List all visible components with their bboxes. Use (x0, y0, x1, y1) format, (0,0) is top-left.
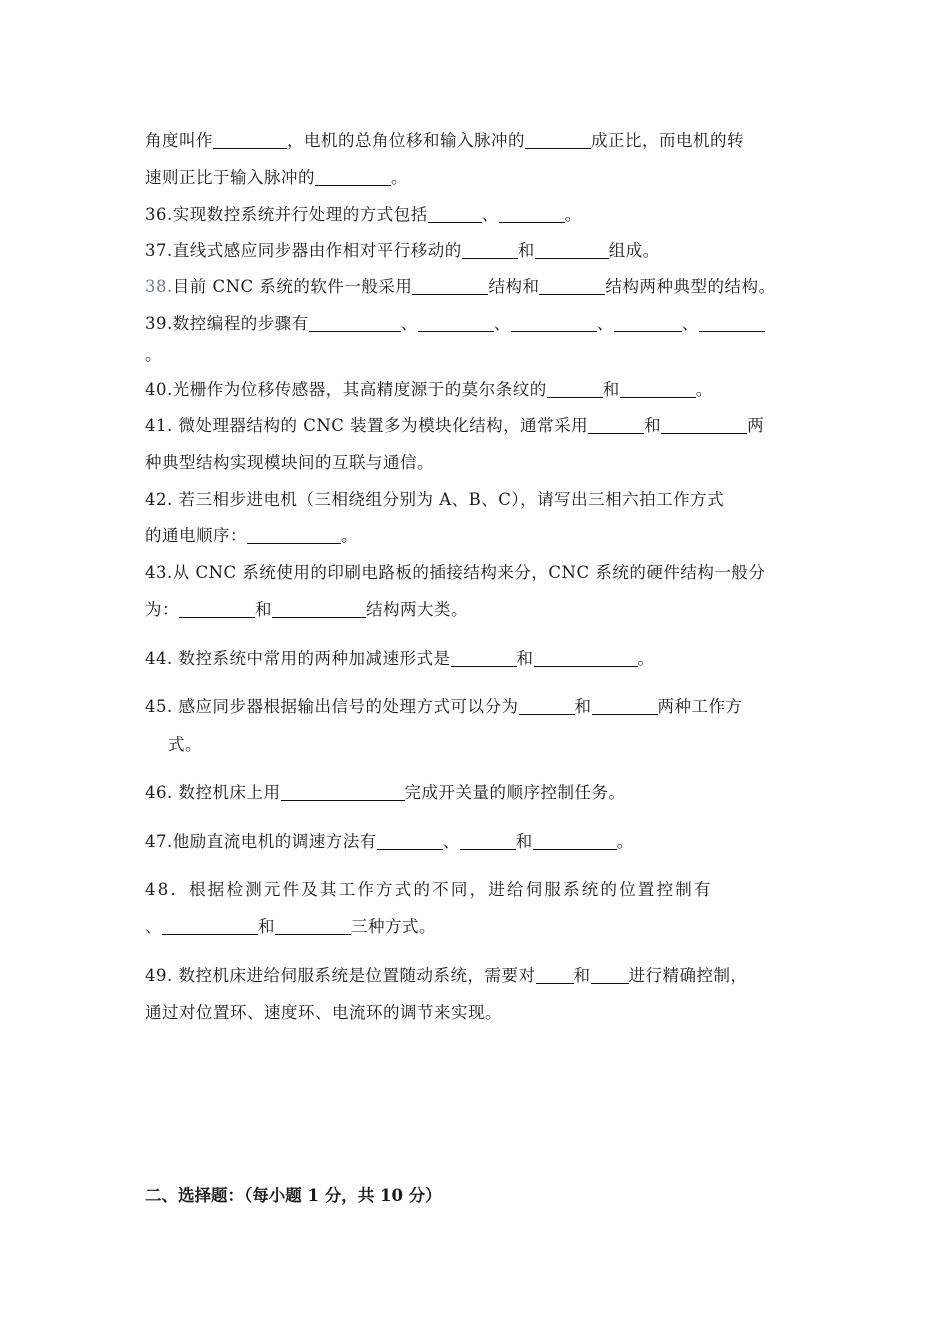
q48-text-1: 48．根据检测元件及其工作方式的不同，进给伺服系统的位置控制有 (145, 880, 713, 899)
q41-text-4: 种典型结构实现模块间的互联与通信。 (145, 453, 434, 472)
q43-text-2: 为： (145, 600, 179, 619)
q39-blank-1b (343, 315, 401, 333)
question-41-line-1 (145, 412, 764, 436)
q48-blank-2 (275, 918, 351, 936)
q39-blank-3 (511, 315, 597, 333)
q35-blank-2 (525, 132, 591, 150)
question-45-line-2 (168, 731, 202, 755)
question-35-line-1 (145, 127, 744, 151)
q49-blank-2 (591, 967, 629, 985)
q47-blank-1 (377, 833, 443, 851)
q46-blank-1 (281, 784, 405, 802)
q37-blank-2 (535, 242, 609, 260)
q43-blank-2 (272, 601, 366, 619)
q39-blank-2 (418, 315, 494, 333)
q38-blank-1 (412, 278, 488, 296)
q35-text-3: 成正比，而电机的转 (591, 131, 744, 150)
q45-text-3: 两种工作方 (657, 697, 743, 716)
q42-text-1: 42. 若三相步进电机（三相绕组分别为 A、B、C），请写出三相六拍工作方式 (145, 490, 725, 509)
question-48-line-1 (145, 876, 713, 900)
q35-text-2: ，电机的总角位移和输入脉冲的 (287, 131, 525, 150)
q43-text-1: 43.从 CNC 系统使用的印刷电路板的插接结构来分，CNC 系统的硬件结构一般分 (145, 563, 766, 582)
q35-blank-1 (213, 132, 287, 150)
q38-text-1: 目前 CNC 系统的软件一般采用 (172, 277, 413, 296)
question-45-line-1 (145, 693, 743, 717)
q35-text-4: 速则正比于输入脉冲的 (145, 168, 315, 187)
q39-text-1: 39.数控编程的步骤有 (145, 314, 309, 333)
question-47 (145, 828, 634, 852)
q49-blank-1 (536, 967, 574, 985)
q41-text-2: 和 (644, 416, 662, 435)
q37-text-2: 和 (517, 241, 535, 260)
question-41-line-2 (145, 449, 434, 473)
q46-text-1: 46. 数控机床上用 (145, 783, 281, 802)
question-35-line-2 (145, 164, 408, 188)
q38-blank-2 (539, 278, 605, 296)
question-43-line-2 (145, 596, 468, 620)
q42-text-3: 。 (341, 526, 358, 545)
q36-blank-1 (428, 206, 482, 224)
question-40 (145, 376, 713, 400)
q43-blank-1 (179, 601, 255, 619)
question-44 (145, 645, 655, 669)
q35-text-5: 。 (391, 168, 408, 187)
q39-blank-4 (614, 315, 682, 333)
q42-blank-1b (257, 527, 341, 545)
question-46 (145, 779, 626, 803)
q47-blank-2 (460, 833, 516, 851)
q44-text-3: 。 (637, 649, 655, 668)
q36-text-3: 。 (564, 205, 582, 224)
question-49-line-2 (145, 999, 502, 1023)
q40-text-3: 。 (695, 380, 713, 399)
question-38 (145, 273, 775, 297)
q36-text-2: 、 (481, 205, 499, 224)
q40-blank-1 (547, 381, 603, 399)
q41-text-3: 两 (747, 416, 765, 435)
q49-text-4: 通过对位置环、速度环、电流环的调节来实现。 (145, 1003, 502, 1022)
q44-text-1: 44. 数控系统中常用的两种加减速形式是 (145, 649, 451, 668)
q39-sep-1: 、 (400, 314, 418, 333)
section-2-heading: 二、选择题：（每小题 1 分，共 10 分） (145, 1186, 442, 1205)
q47-text-3: 和 (515, 832, 533, 851)
q39-text-end: 。 (145, 345, 162, 364)
q47-text-2: 、 (442, 832, 460, 851)
q45-blank-1 (519, 698, 575, 716)
question-48-line-2 (145, 913, 436, 937)
q36-blank-2 (499, 206, 565, 224)
question-37 (145, 237, 660, 261)
q41-text-1: 41. 微处理器结构的 CNC 装置多为模块化结构，通常采用 (145, 416, 589, 435)
q45-blank-2 (592, 698, 658, 716)
q39-blank-1a (309, 315, 343, 333)
question-36 (145, 201, 582, 225)
question-42-line-1 (145, 486, 724, 510)
q45-text-4: 式。 (168, 735, 202, 754)
q39-sep-4: 、 (681, 314, 699, 333)
q47-text-4: 。 (616, 832, 634, 851)
q37-text-3: 组成。 (608, 241, 660, 260)
q38-number: 38. (145, 277, 173, 296)
q49-text-3: 进行精确控制， (628, 966, 748, 985)
q48-blank-1 (162, 918, 258, 936)
q40-text-2: 和 (602, 380, 620, 399)
q39-sep-3: 、 (596, 314, 614, 333)
question-39-line-2 (145, 341, 162, 365)
question-43-line-1 (145, 559, 765, 583)
q47-blank-3 (533, 833, 617, 851)
q49-text-1: 49. 数控机床进给伺服系统是位置随动系统，需要对 (145, 966, 536, 985)
q43-text-4: 结构两大类。 (366, 600, 468, 619)
q43-text-3: 和 (255, 600, 272, 619)
question-42-line-2 (145, 522, 358, 546)
question-39-line-1 (145, 310, 765, 334)
q44-blank-1 (451, 650, 517, 668)
q49-text-2: 和 (573, 966, 591, 985)
q40-text-1: 40.光栅作为位移传感器，其高精度源于的莫尔条纹的 (145, 380, 547, 399)
q44-text-2: 和 (516, 649, 534, 668)
q37-blank-1 (462, 242, 518, 260)
q35-text-1: 角度叫作 (145, 131, 213, 150)
q47-text-1: 47.他励直流电机的调速方法有 (145, 832, 377, 851)
q36-text-1: 36.实现数控系统并行处理的方式包括 (145, 205, 428, 224)
question-49-line-1 (145, 962, 748, 986)
q44-blank-2 (534, 650, 638, 668)
q45-text-2: 和 (574, 697, 592, 716)
q42-blank-1a (247, 527, 257, 545)
q41-blank-1 (588, 417, 644, 435)
q40-blank-2 (620, 381, 696, 399)
q38-text-3: 结构两种典型的结构。 (605, 277, 776, 296)
q46-text-2: 完成开关量的顺序控制任务。 (404, 783, 626, 802)
q41-blank-2 (661, 417, 747, 435)
q38-text-2: 结构和 (488, 277, 540, 296)
q37-text-1: 37.直线式感应同步器由作相对平行移动的 (145, 241, 462, 260)
q35-blank-3 (315, 169, 391, 187)
q39-sep-2: 、 (493, 314, 511, 333)
q39-blank-5 (699, 315, 765, 333)
q48-text-2: 、 (145, 917, 162, 936)
q48-text-3: 和 (258, 917, 275, 936)
q48-text-4: 三种方式。 (351, 917, 436, 936)
q42-text-2: 的通电顺序： (145, 526, 247, 545)
q45-text-1: 45. 感应同步器根据输出信号的处理方式可以分为 (145, 697, 519, 716)
